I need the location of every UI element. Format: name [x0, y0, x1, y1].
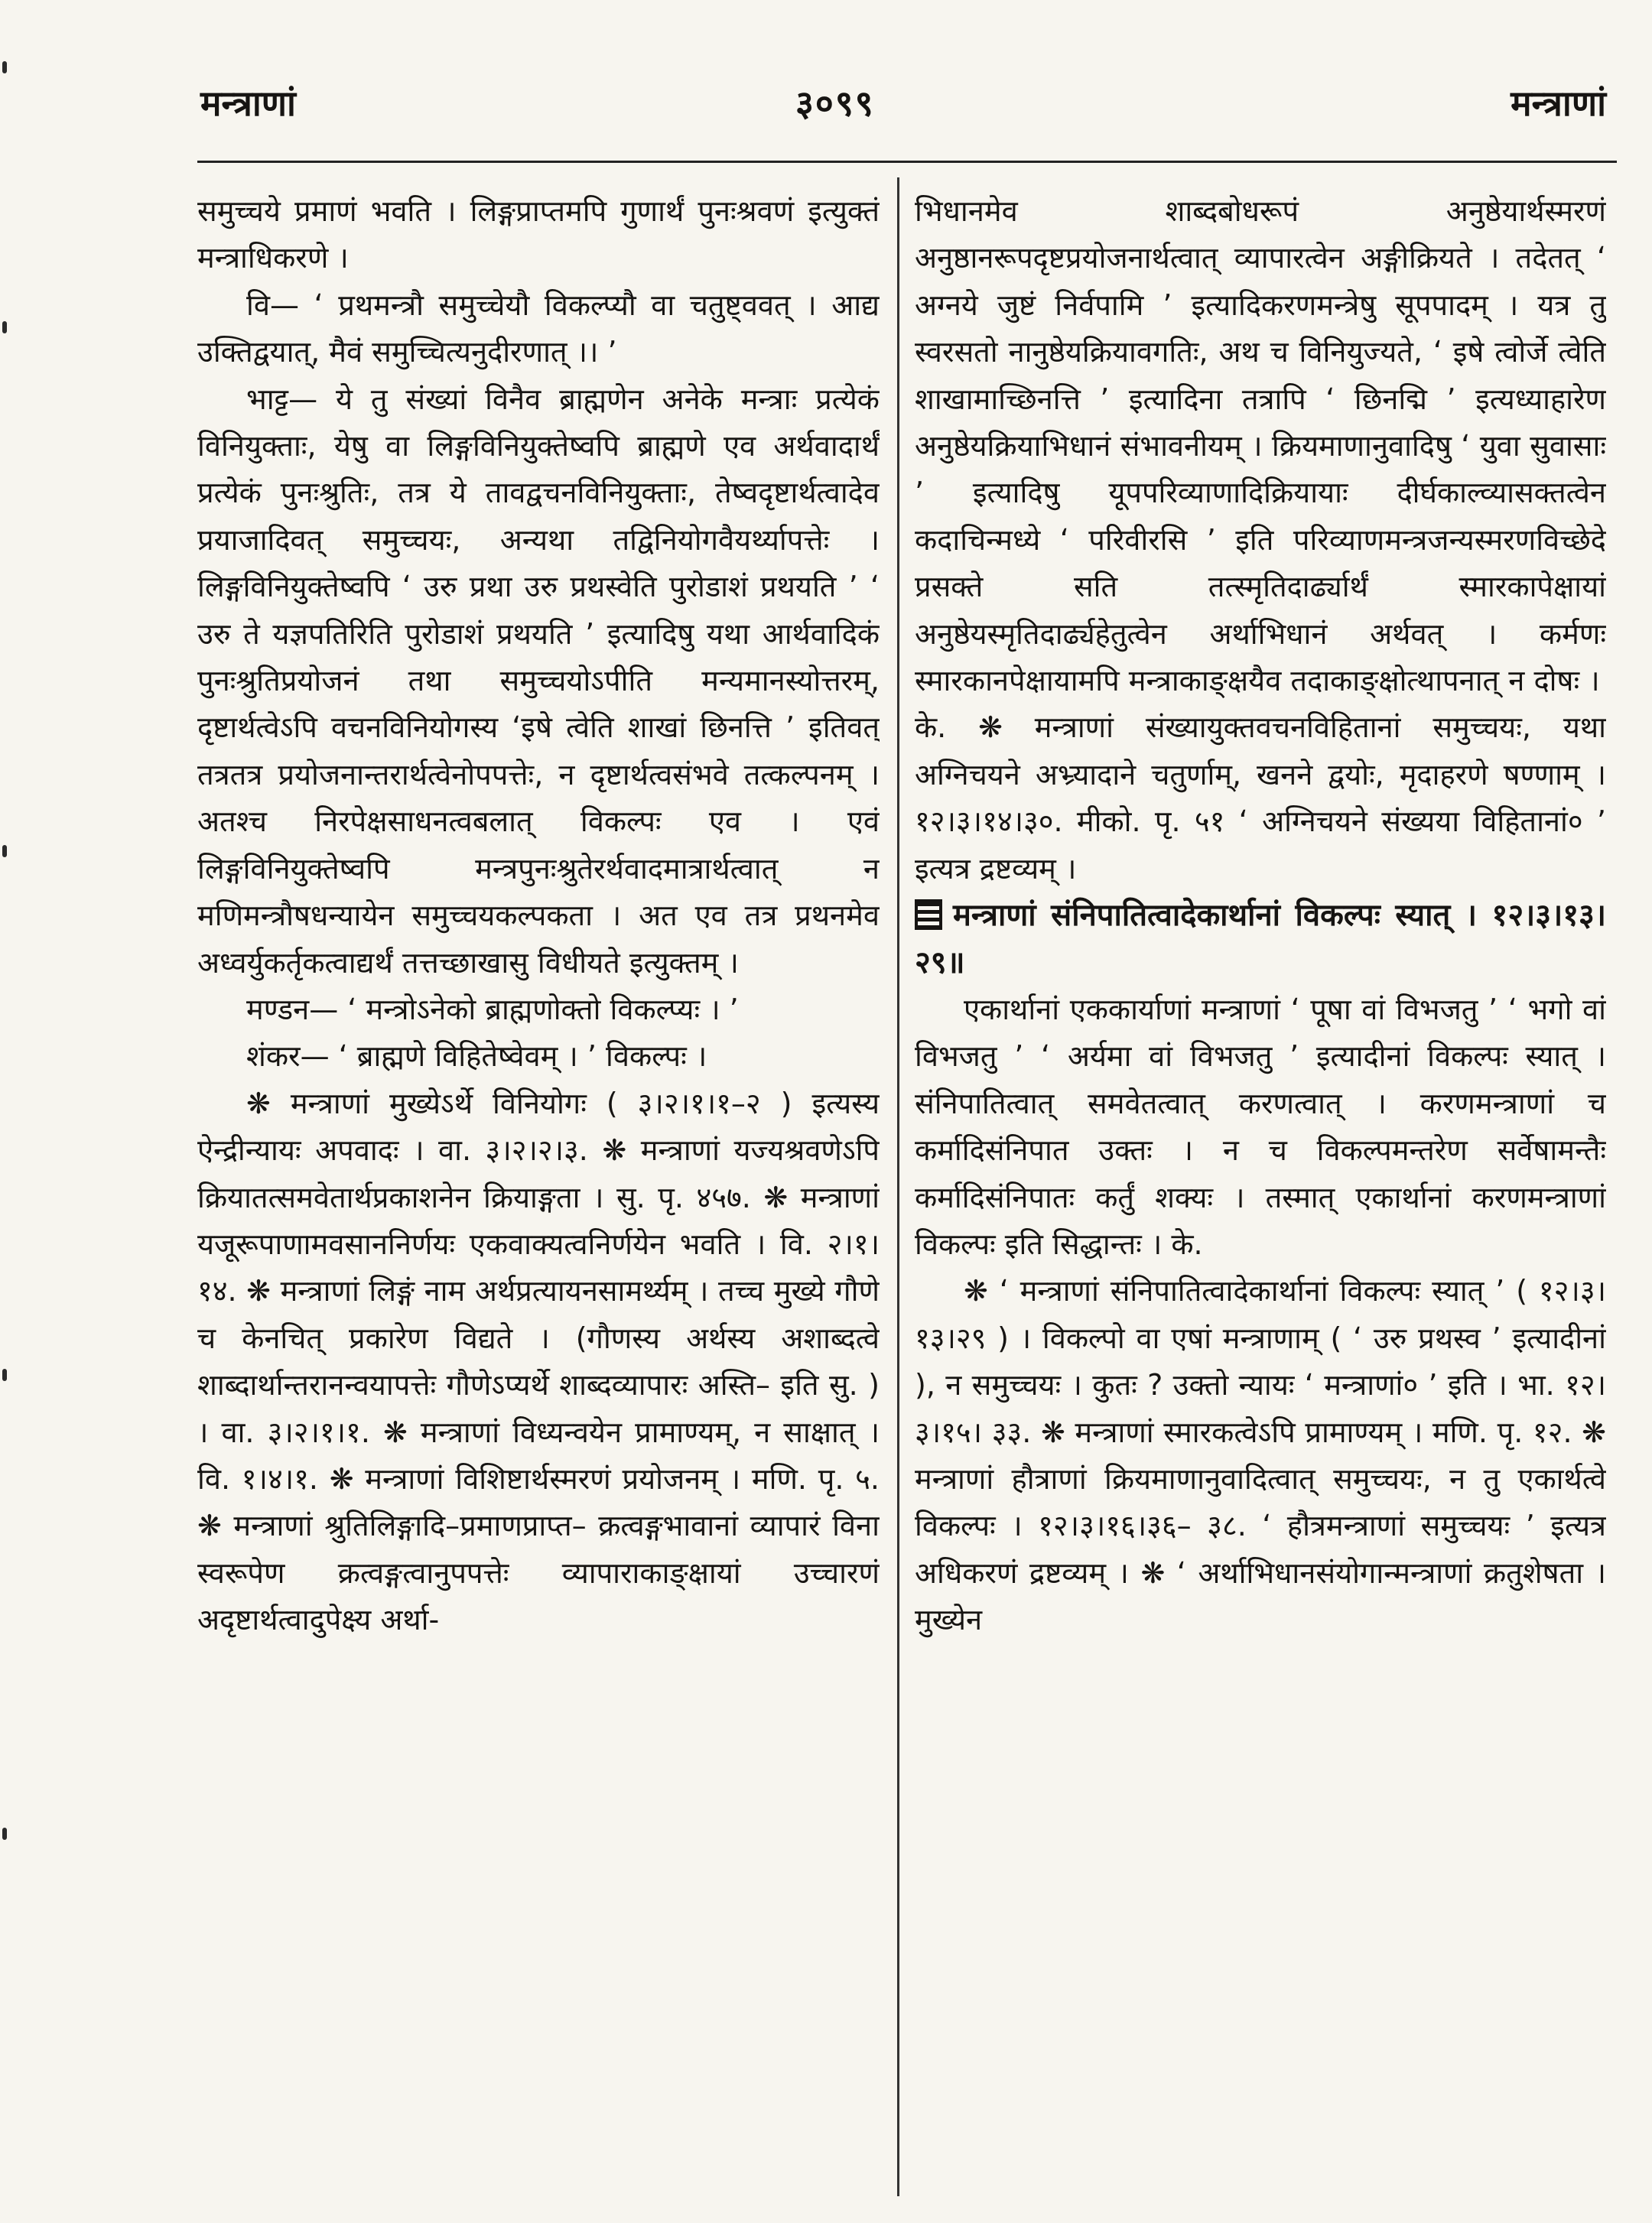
column-divider: [897, 177, 899, 2196]
paragraph: समुच्चये प्रमाणं भवति । लिङ्गप्राप्तमपि गुणार्थं पुनःश्रवणं इत्युक्तं मन्त्राधिकरणे ।: [197, 194, 880, 275]
paragraph: मण्डन— ‘ मन्त्रोऽनेको ब्राह्मणोक्तो विकल्प्यः । ’: [246, 992, 739, 1026]
paragraph: ❋ ‘ मन्त्राणां संनिपातित्वादेकार्थानां विकल्पः स्यात् ’ ( १२।३।१३।२९ ) । विकल्पो वा एषां मन्त्राणाम् ( ‘ उरु प्रथस्व ’ इत्यादीनां ), न समुच्चयः । कुतः ? उक्तो न्यायः ‘ मन्त्राणां० ’ इति । भा. १२।३।१५। ३३. ❋ मन्त्राणां स्मारकत्वेऽपि प्रामाण्यम् । मणि. पृ. १२. ❋ मन्त्राणां हौत्राणां क्रियमाणानुवादित्वात् समुच्चयः, न तु एकार्थत्वे विकल्पः । १२।३।१६।३६– ३८. ‘ हौत्रमन्त्राणां समुच्चयः ’ इत्यत्र अधिकरणं द्रष्टव्यम् । ❋ ‘ अर्थाभिधानसंयोगान्मन्त्राणां क्रतुशेषता । मुख्येन: [915, 1274, 1606, 1637]
running-head-right: मन्त्राणां: [1511, 83, 1606, 124]
paragraph: के. ❋ मन्त्राणां संख्यायुक्तवचनविहितानां समुच्चयः, यथा अग्निचयने अभ्र्यादाने चतुर्णाम्, खनने द्वयोः, मृदाहरणे षण्णाम् । १२।३।१४।३०. मीको. पृ. ५१ ‘ अग्निचयने संख्यया विहितानां० ’ इत्यत्र द्रष्टव्यम् ।: [915, 710, 1606, 886]
paragraph: भिधानमेव शाब्दबोधरूपं अनुष्ठेयार्थस्मरणं अनुष्ठानरूपदृष्टप्रयोजनार्थत्वात् व्यापारत्वेन अङ्गीक्रियते । तदेतत् ‘ अग्नये जुष्टं निर्वपामि ’ इत्यादिकरणमन्त्रेषु सूपपादम् । यत्र तु स्वरसतो नानुष्ठेयक्रियावगतिः, अथ च विनियुज्यते, ‘ इषे त्वोर्जे त्वेति शाखामाच्छिनत्ति ’ इत्यादिना तत्रापि ‘ छिनद्मि ’ इत्यध्याहारेण अनुष्ठेयक्रियाभिधानं संभावनीयम् । क्रियमाणानुवादिषु ‘ युवा सुवासाः ’ इत्यादिषु यूपपरिव्याणादिक्रियायाः दीर्घकाल्व्यासक्तत्वेन कदाचिन्मध्ये ‘ परिवीरसि ’ इति परिव्याणमन्त्रजन्यस्मरणविच्छेदे प्रसक्ते सति तत्स्मृतिदार्ढ्यार्थं स्मारकापेक्षायां अनुष्ठेयस्मृतिदार्ढ्यहेतुत्वेन अर्थाभिधानं अर्थवत् । कर्मणः स्मारकानपेक्षायामपि मन्त्राकाङ्क्षयैव तदाकाङ्क्षोत्थापनात् न दोषः ।: [915, 194, 1606, 698]
paragraph: भाट्ट— ये तु संख्यां विनैव ब्राह्मणेन अनेके मन्त्राः प्रत्येकं विनियुक्ताः, येषु वा लिङ्गविनियुक्तेष्वपि ब्राह्मणे एव अर्थवादार्थं प्रत्येकं पुनःश्रुतिः, तत्र ये तावद्वचनविनियुक्ताः, तेष्वदृष्टार्थत्वादेव प्रयाजादिवत् समुच्चयः, अन्यथा तद्विनियोगवैयर्थ्यापत्तेः । लिङ्गविनियुक्तेष्वपि ‘ उरु प्रथा उरु प्रथस्वेति पुरोडाशं प्रथयति ’ ‘ उरु ते यज्ञपतिरिति पुरोडाशं प्रथयति ’ इत्यादिषु यथा आर्थवादिकं पुनःश्रुतिप्रयोजनं तथा समुच्चयोऽपीति मन्यमानस्योत्तरम्, दृष्टार्थत्वेऽपि वचनविनियोगस्य ‘इषे त्वेति शाखां छिनत्ति ’ इतिवत् तत्रतत्र प्रयोजनान्तरार्थत्वेनोपपत्तेः, न दृष्टार्थत्वसंभवे तत्कल्पनम् । अतश्च निरपेक्षसाधनत्वबलात् विकल्पः एव । एवं लिङ्गविनियुक्तेष्वपि मन्त्रपुनःश्रुतेरर्थवादमात्रार्थत्वात् न मणिमन्त्रौषधन्यायेन समुच्चयकल्पकता । अत एव तत्र प्रथनमेव अध्वर्युकर्तृकत्वाद्यर्थं तत्तच्छाखासु विधीयते इत्युक्तम् ।: [197, 382, 880, 980]
paragraph: ❋ मन्त्राणां मुख्येऽर्थे विनियोगः ( ३।२।१।१–२ ) इत्यस्य ऐन्द्रीन्यायः अपवादः । वा. ३।२।२।३. ❋ मन्त्राणां यज्यश्रवणेऽपि क्रियातत्समवेतार्थप्रकाशनेन क्रियाङ्गता । सु. पृ. ४५७. ❋ मन्त्राणां यजूरूपाणामवसाननिर्णयः एकवाक्यत्वनिर्णयेन भवति । वि. २।१। १४. ❋ मन्त्राणां लिङ्गं नाम अर्थप्रत्यायनसामर्थ्यम् । तच्च मुख्ये गौणे च केनचित् प्रकारेण विद्यते । (गौणस्य अर्थस्य अशाब्दत्वे शाब्दार्थान्तरानन्वयापत्तेः गौणेऽप्यर्थे शाब्दव्यापारः अस्ति– इति सु. ) । वा. ३।२।१।१. ❋ मन्त्राणां विध्यन्वयेन प्रामाण्यम्, न साक्षात् । वि. १।४।१. ❋ मन्त्राणां विशिष्टार्थस्मरणं प्रयोजनम् । मणि. पृ. ५. ❋ मन्त्राणां श्रुतिलिङ्गादि–प्रमाणप्राप्त– क्रत्वङ्गभावानां व्यापारं विना स्वरूपेण क्रत्वङ्गत्वानुपपत्तेः व्यापाराकाङ्क्षायां उच्चारणं अदृष्टार्थत्वादुपेक्ष्य अर्था-: [197, 1086, 880, 1637]
section-heading: [915, 892, 1606, 986]
scan-edge-mark: [2, 845, 7, 857]
section-heading-text: मन्त्राणां संनिपातित्वादेकार्थानां विकल्पः स्यात् । १२।३।१३।२९॥: [915, 898, 1606, 980]
scan-edge-mark: [2, 61, 7, 73]
scan-edge-mark: [2, 1369, 7, 1381]
paragraph: एकार्थानां एककार्याणां मन्त्राणां ‘ पूषा वां विभजतु ’ ‘ भगो वां विभजतु ’ ‘ अर्यमा वां विभजतु ’ इत्यादीनां विकल्पः स्यात् । संनिपातित्वात् समवेतत्वात् करणत्वात् । करणमन्त्राणां च कर्मादिसंनिपात उक्तः । न च विकल्पमन्तरेण सर्वेषामन्तैः कर्मादिसंनिपातः कर्तुं शक्यः । तस्मात् एकार्थानां करणमन्त्राणां विकल्पः इति सिद्धान्तः । के.: [915, 992, 1606, 1261]
scan-edge-mark: [2, 321, 7, 333]
running-head-left: मन्त्राणां: [200, 83, 296, 124]
header-rule: [197, 161, 1617, 163]
right-column: [915, 188, 1606, 2207]
mantra-section-icon: [915, 899, 942, 930]
paragraph: वि— ‘ प्रथमन्त्रौ समुच्चेयौ विकल्प्यौ वा चतुष्ट्ववत् । आद्य उक्तिद्वयात्, मैवं समुच्चित्यनुदीरणात् ।। ’: [197, 288, 880, 369]
paragraph: शंकर— ‘ ब्राह्मणे विहितेष्वेवम् । ’ विकल्पः ।: [246, 1039, 707, 1074]
page-number: ३०९९: [795, 83, 875, 124]
scan-edge-mark: [2, 1828, 7, 1840]
left-column: [197, 188, 880, 2207]
